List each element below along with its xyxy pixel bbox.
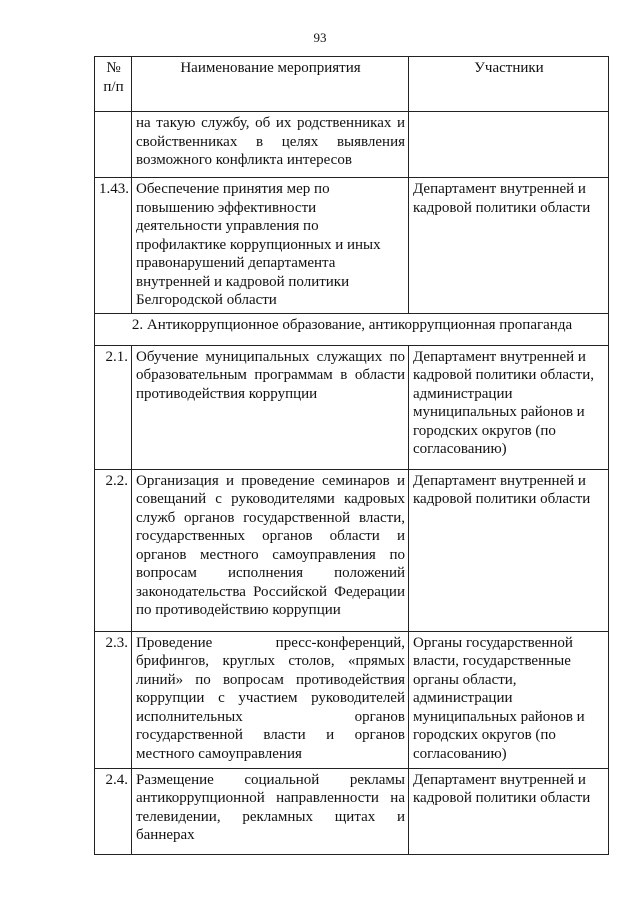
- row-participants: [409, 112, 609, 178]
- row-participants: Департамент внутренней и кадровой политики области: [409, 469, 609, 631]
- table-row: [95, 631, 609, 768]
- row-number: [95, 112, 132, 178]
- table-row: [95, 345, 609, 469]
- page-number: 93: [313, 30, 327, 45]
- row-number: 2.2.: [95, 469, 132, 631]
- row-participants: Департамент внутренней и кадровой политики области: [409, 178, 609, 314]
- row-number: 2.3.: [95, 631, 132, 768]
- table-row: [95, 469, 609, 631]
- row-number: 1.43.: [95, 178, 132, 314]
- table-row: [95, 112, 609, 178]
- header-number: № п/п: [95, 57, 132, 112]
- row-name: Обеспечение принятия мер по повышению эффективности деятельности управления по профилактике коррупционных и иных правонарушений департамента внутренней и кадровой политики Белгородской области: [132, 178, 409, 314]
- measures-table: [94, 56, 609, 855]
- header-name: Наименование мероприятия: [132, 57, 409, 112]
- row-number: 2.4.: [95, 768, 132, 854]
- row-participants: Департамент внутренней и кадровой политики области: [409, 768, 609, 854]
- section-title: 2. Антикоррупционное образование, антикоррупционная пропаганда: [95, 313, 609, 345]
- row-participants: Департамент внутренней и кадровой политики области, администрации муниципальных районов и городских округов (по согласованию): [409, 345, 609, 469]
- row-number: 2.1.: [95, 345, 132, 469]
- row-name: Размещение социальной рекламы антикоррупционной направленности на телевидении, рекламных щитах и баннерах: [132, 768, 409, 854]
- row-name: Обучение муниципальных служащих по образовательным программам в области противодействия коррупции: [132, 345, 409, 469]
- row-name: Проведение пресс-конференций, брифингов, круглых столов, «прямых линий» по вопросам противодействия коррупции с участием руководителей исполнительных органов государственной власти и органов местного самоуправления: [132, 631, 409, 768]
- table-header-row: [95, 57, 609, 112]
- section-row: [95, 313, 609, 345]
- row-name: Организация и проведение семинаров и совещаний с руководителями кадровых служб органов государственной власти, государственных органов области и органов местного самоуправления по вопросам исполнения положений законодательства Российской Федерации по противодействию коррупции: [132, 469, 409, 631]
- header-participants: Участники: [409, 57, 609, 112]
- table-row: [95, 178, 609, 314]
- row-name: на такую службу, об их родственниках и свойственниках в целях выявления возможного конфликта интересов: [132, 112, 409, 178]
- row-participants: Органы государственной власти, государственные органы области, администрации муниципальных районов и городских округов (по согласованию): [409, 631, 609, 768]
- table-row: [95, 768, 609, 854]
